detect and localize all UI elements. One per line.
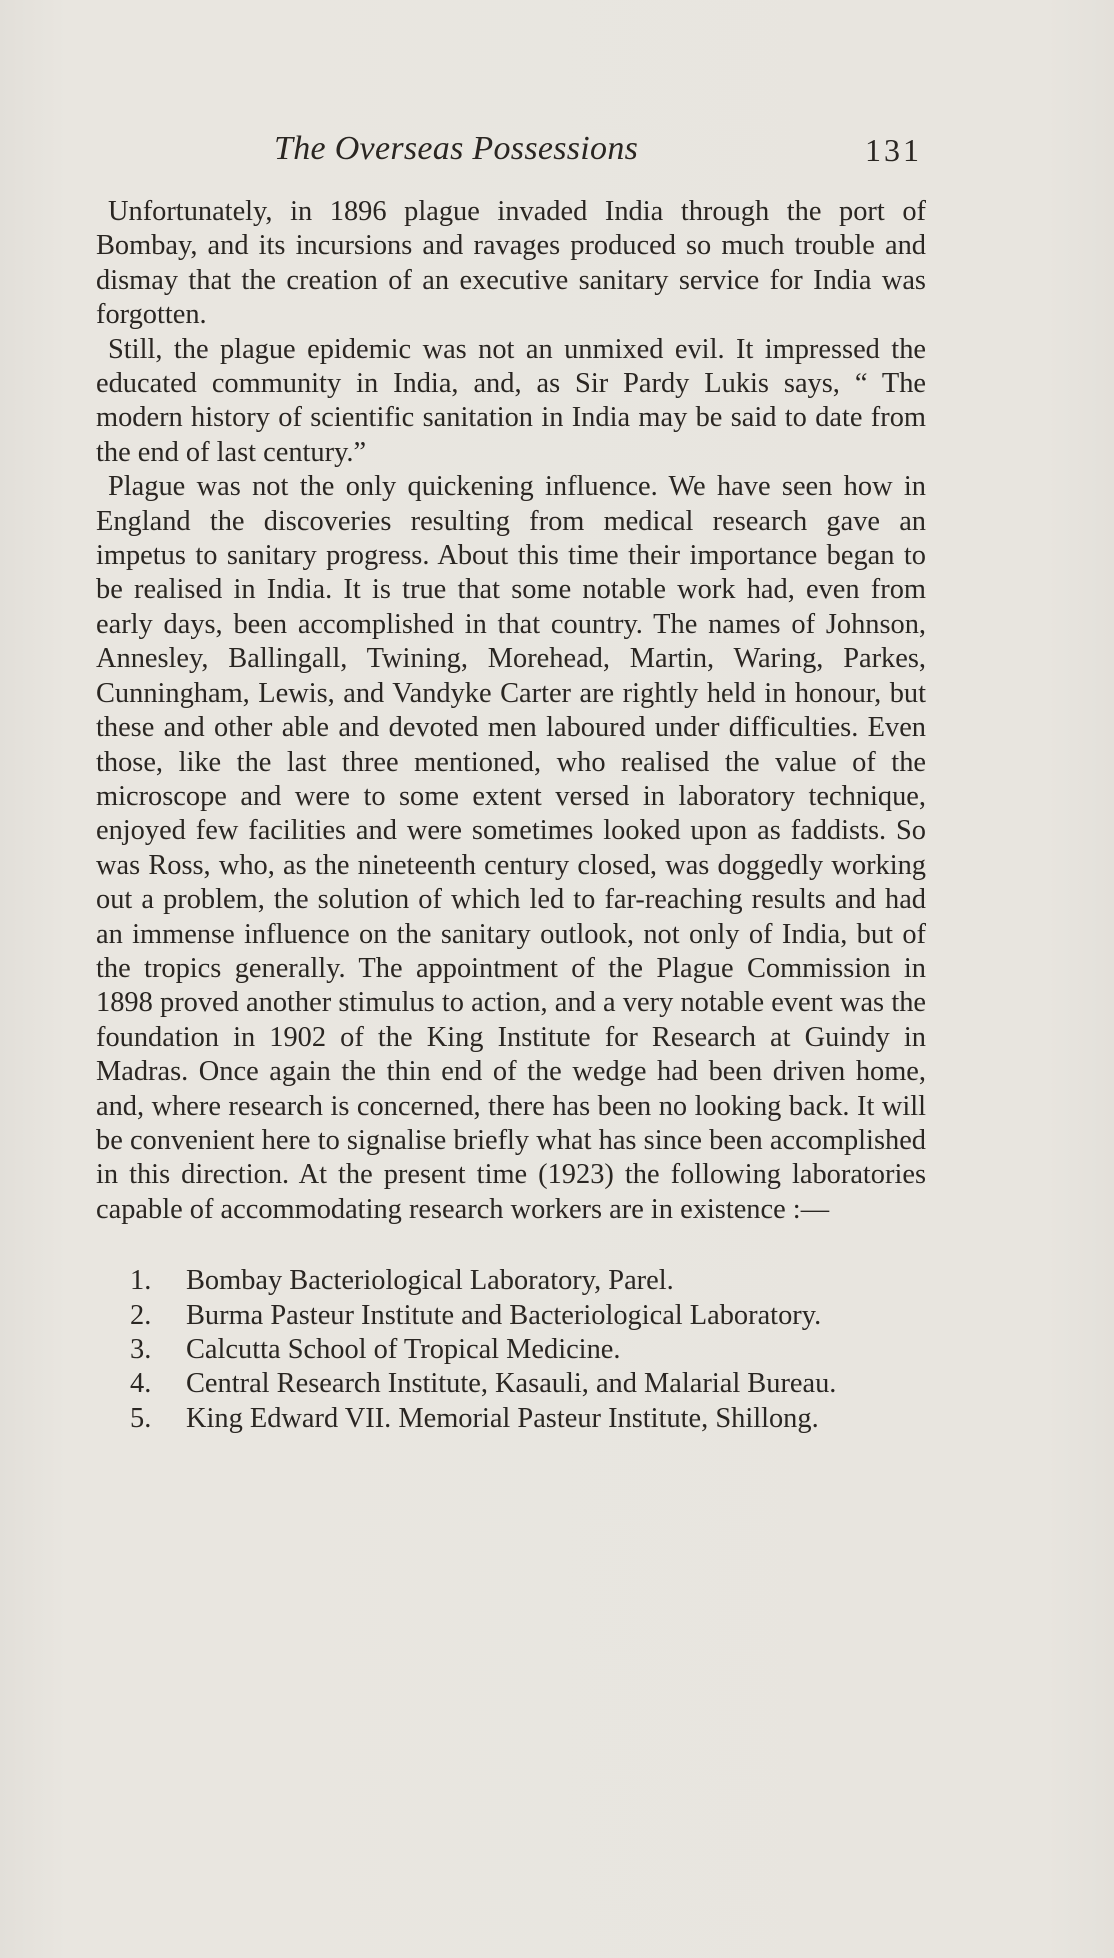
list-number: 1. — [130, 1265, 152, 1297]
running-header — [96, 130, 926, 180]
list-text: Central Research Institute, Kasauli, and Malarial Bureau. — [186, 1368, 837, 1400]
list-text: Burma Pasteur Institute and Bacteriological Laboratory. — [186, 1299, 822, 1331]
list-item — [96, 1299, 926, 1333]
list-text: Bombay Bacteriological Laboratory, Parel. — [186, 1265, 674, 1297]
list-text: Calcutta School of Tropical Medicine. — [186, 1334, 621, 1365]
laboratory-list — [96, 1264, 926, 1436]
paragraph: Still, the plague epidemic was not an unmixed evil. It impressed the educated community in India, and, as Sir Pardy Lukis says, “ The modern history of scientific sanitation in India may be said to date from the end of last century.” — [96, 333, 926, 468]
list-text: King Edward VII. Memorial Pasteur Institute, Shillong. — [186, 1402, 819, 1434]
list-item — [96, 1264, 926, 1298]
list-item — [96, 1402, 926, 1436]
running-title: The Overseas Possessions — [274, 130, 639, 167]
page-number: 131 — [865, 132, 922, 168]
paragraph: Unfortunately, in 1896 plague invaded India through the port of Bombay, and its incursions and ravages produced so much trouble and dismay that the creation of an executive sanitary service for India was forgotten. — [96, 196, 926, 331]
paragraph: Plague was not the only quickening influence. We have seen how in England the discoveries resulting from medical research gave an impetus to sanitary progress. About this time their importance began to be realised in India. It is true that some notable work had, even from early days, been accomplished in that country. The names of Johnson, Annesley, Ballingall, Twining, Morehead, Martin, Waring, Parkes, Cunningham, Lewis, and Vandyke Carter are rightly held in honour, but these and other able and devoted men laboured under difficulties. Even those, like the last three mentioned, who realised the value of the microscope and were to some extent versed in laboratory technique, enjoyed few facilities and were sometimes looked upon as faddists. So was Ross, who, as the nineteenth century closed, was doggedly working out a problem, the solution of which led to far-reaching results and had an immense influence on the sanitary outlook, not only of India, but of the tropics generally. The appointment of the Plague Commission in 1898 proved another stimulus to action, and a very notable event was the foundation in 1902 of the King Institute for Research at Guindy in Madras. Once again the thin end of the wedge had been driven home, and, where research is concerned, there has been no looking back. It will be convenient here to signalise briefly what has since been accomplished in this direction. At the present time (1923) the following laboratories capable of accommodating research workers are in existence :— — [96, 471, 926, 1225]
list-item — [96, 1333, 926, 1367]
list-number: 2. — [130, 1299, 152, 1331]
body-text — [96, 195, 926, 1436]
list-number: 4. — [130, 1368, 152, 1400]
list-number: 5. — [130, 1402, 152, 1434]
list-item — [96, 1367, 926, 1401]
list-number: 3. — [130, 1334, 152, 1365]
